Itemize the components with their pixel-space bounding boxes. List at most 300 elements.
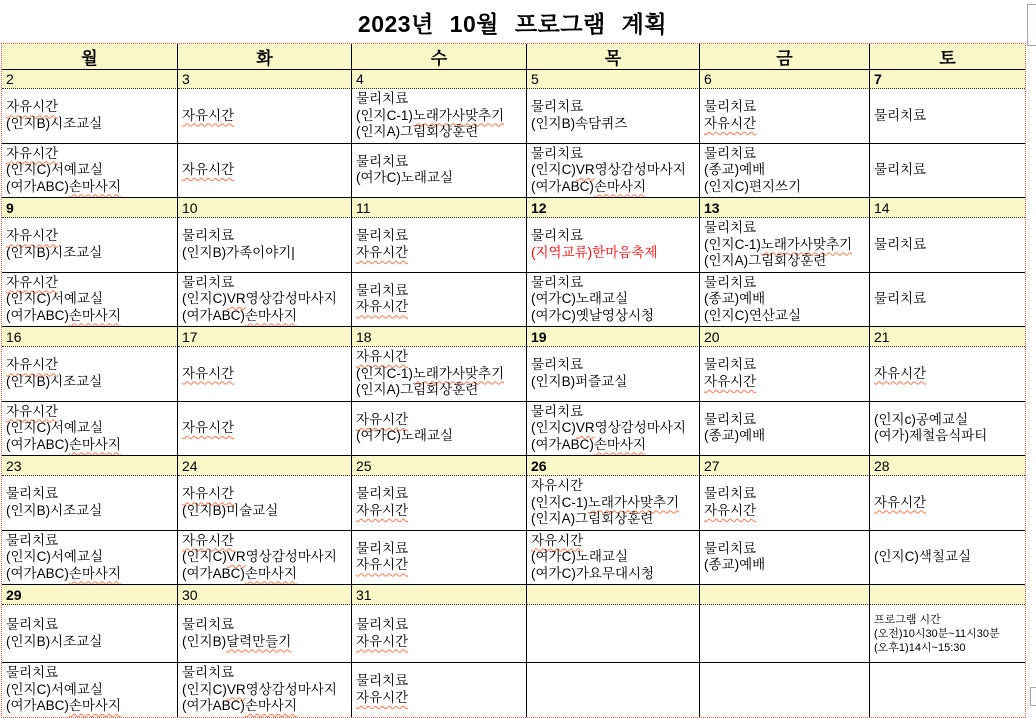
program-line <box>704 308 868 325</box>
program-line <box>531 511 698 528</box>
program-text: 물리치료 <box>356 282 409 298</box>
day-number: 16 <box>2 327 178 347</box>
day-number: 13 <box>700 198 870 218</box>
program-cell <box>178 402 352 457</box>
program-line <box>704 541 868 558</box>
program-text: 손마사지 <box>68 565 122 581</box>
program-text: 물리치료 <box>356 228 409 244</box>
program-line <box>531 437 698 454</box>
program-text: 물리치료 <box>704 357 757 373</box>
program-line <box>874 627 1024 641</box>
program-line <box>6 665 176 682</box>
program-line <box>531 146 698 163</box>
program-text: (인지C) <box>182 291 227 306</box>
program-cell <box>700 144 870 199</box>
program-line <box>356 349 525 366</box>
program-line <box>6 404 176 421</box>
program-text: (인지C)색칠교실 <box>874 549 971 564</box>
program-line <box>356 366 525 383</box>
program-line <box>531 533 698 550</box>
program-line <box>6 566 176 583</box>
program-cell <box>700 89 870 144</box>
program-text: (여가ABC) <box>6 565 69 581</box>
program-text: (여가ABC) <box>531 436 594 452</box>
afternoon-program-row <box>2 531 1025 586</box>
program-line <box>182 291 350 308</box>
program-cell <box>2 402 178 457</box>
program-line <box>531 374 698 391</box>
program-line <box>356 503 525 520</box>
program-line <box>356 170 525 187</box>
program-line <box>874 412 1024 429</box>
program-line <box>6 116 176 133</box>
weekday-header-row <box>2 44 1025 70</box>
program-text: 손마사지 <box>68 698 122 713</box>
day-number <box>527 585 700 605</box>
program-line <box>874 108 1024 125</box>
program-line <box>874 428 1024 445</box>
program-text: 자유시간 <box>531 532 584 548</box>
program-line <box>356 617 525 634</box>
program-text: (인지C)서예교실 <box>6 549 103 564</box>
program-text: 영상감성마사지 <box>245 291 337 306</box>
program-text: (여가)제철음식파티 <box>874 428 988 444</box>
day-number: 2 <box>2 70 178 89</box>
program-line <box>6 228 176 245</box>
day-number: 20 <box>700 327 870 347</box>
program-cell <box>527 663 700 717</box>
program-line <box>356 557 525 574</box>
program-line <box>704 486 868 503</box>
program-line <box>704 237 868 254</box>
program-line <box>704 428 868 445</box>
program-line <box>182 228 350 245</box>
program-cell <box>2 89 178 144</box>
program-text: VR <box>575 420 595 435</box>
calendar <box>1 43 1026 718</box>
date-row <box>2 456 1025 476</box>
program-text: (여가ABC) <box>6 178 69 194</box>
program-text: 영상감성마사지 <box>594 420 686 435</box>
program-cell <box>352 89 527 144</box>
program-text: 물리치료 <box>6 532 59 548</box>
program-cell <box>700 273 870 328</box>
program-line <box>182 698 350 715</box>
program-text: (여가C)가요무대시청 <box>531 565 655 581</box>
program-cell <box>2 605 178 663</box>
program-line <box>874 291 1024 308</box>
program-text: 자유시간 <box>6 99 59 115</box>
program-cell <box>870 663 1025 717</box>
window-edge-artifact-top <box>1027 4 1036 46</box>
program-text: 자유시간 <box>874 494 927 510</box>
program-text: 자유시간 <box>356 349 409 364</box>
program-text: 자유시간 <box>531 478 584 493</box>
program-text: 물리치료 <box>874 236 927 252</box>
program-text: 자유시간 <box>356 299 409 315</box>
program-line <box>182 275 350 292</box>
program-line <box>356 299 525 316</box>
program-line <box>182 533 350 550</box>
program-text: (종교)예배 <box>704 162 766 177</box>
program-text: (인지B)퍼즐교실 <box>531 373 628 389</box>
program-cell <box>527 347 700 402</box>
calendar-table <box>2 44 1025 717</box>
program-text: 물리치료 <box>704 145 757 161</box>
program-text: 물리치료 <box>874 291 927 306</box>
program-line <box>531 275 698 292</box>
program-cell <box>527 605 700 663</box>
program-text: (인지A)그림회상훈련 <box>531 511 654 526</box>
day-number: 11 <box>352 198 527 218</box>
program-text: 자유시간 <box>704 373 757 389</box>
program-text: (여가ABC) <box>182 698 245 713</box>
program-line <box>356 382 525 399</box>
program-cell <box>178 89 352 144</box>
program-line <box>531 179 698 196</box>
program-line <box>6 617 176 634</box>
program-cell <box>527 476 700 531</box>
day-header: 목 <box>527 44 700 70</box>
program-line <box>356 673 525 690</box>
program-line <box>6 374 176 391</box>
program-text: VR <box>226 549 246 564</box>
program-cell <box>870 218 1025 273</box>
program-text: 손마사지 <box>68 307 122 323</box>
program-text: 물리치료 <box>531 357 584 373</box>
program-cell <box>178 273 352 328</box>
program-line <box>704 220 868 237</box>
program-text: 자유시간 <box>182 486 235 502</box>
program-text: 노래가사맞추기 <box>760 236 853 252</box>
program-cell <box>178 605 352 663</box>
program-text: 물리치료 <box>704 274 757 290</box>
program-text: (인지C) <box>182 681 227 697</box>
program-text: 자유시간 <box>356 244 409 260</box>
afternoon-program-row <box>2 273 1025 328</box>
program-text: 손마사지 <box>68 436 122 452</box>
program-line <box>531 566 698 583</box>
program-cell <box>2 218 178 273</box>
day-number: 10 <box>178 198 352 218</box>
program-cell <box>352 605 527 663</box>
program-cell <box>2 347 178 402</box>
program-cell <box>527 89 700 144</box>
program-line <box>531 549 698 566</box>
program-line <box>182 566 350 583</box>
program-text: (종교)예배 <box>704 557 766 573</box>
program-text: VR <box>226 291 246 306</box>
program-text: 물리치료 <box>704 540 757 556</box>
program-line <box>874 495 1024 512</box>
program-cell <box>700 531 870 586</box>
program-text: 물리치료 <box>531 145 584 161</box>
program-text: 물리치료 <box>704 220 757 235</box>
program-text: 물리치료 <box>182 617 235 632</box>
program-text: (인지C) <box>531 162 576 177</box>
program-text: 자유시간 <box>182 365 235 381</box>
program-text: (인지C)서예교실 <box>6 162 103 177</box>
program-line <box>356 634 525 651</box>
program-cell <box>700 663 870 717</box>
program-line <box>874 162 1024 179</box>
program-text: (여가ABC) <box>182 307 245 323</box>
program-line <box>704 116 868 133</box>
program-line <box>531 99 698 116</box>
program-line <box>182 549 350 566</box>
program-text: 자유시간 <box>874 365 927 381</box>
program-line <box>531 404 698 421</box>
program-text: 손마사지 <box>244 307 298 323</box>
morning-program-row <box>2 218 1025 273</box>
day-number: 5 <box>527 70 700 89</box>
program-line <box>6 698 176 715</box>
program-line <box>182 308 350 325</box>
day-number: 12 <box>527 198 700 218</box>
date-row <box>2 327 1025 347</box>
program-text: (인지C) <box>531 420 576 435</box>
program-cell <box>352 144 527 199</box>
program-cell <box>178 218 352 273</box>
program-cell <box>700 402 870 457</box>
program-line <box>6 357 176 374</box>
program-cell <box>870 347 1025 402</box>
program-text: (지역교류)한마음축제 <box>531 244 658 260</box>
day-header: 토 <box>870 44 1025 70</box>
program-text: 달력만들기 <box>226 633 292 649</box>
day-number: 14 <box>870 198 1025 218</box>
program-text: (종교)예배 <box>704 428 766 444</box>
program-text: 영상감성마사지 <box>245 681 337 697</box>
program-text: (인지B)가족이야기| <box>182 244 295 260</box>
program-text: 자유시간 <box>182 162 235 177</box>
program-line <box>531 308 698 325</box>
program-cell <box>352 663 527 717</box>
program-text: 자유시간 <box>6 145 59 161</box>
day-header: 수 <box>352 44 527 70</box>
day-number: 29 <box>2 585 178 605</box>
program-text: (인지C-1) <box>356 365 413 381</box>
program-text: 자유시간 <box>356 633 409 649</box>
program-text: 자유시간 <box>6 403 59 419</box>
day-number <box>700 585 870 605</box>
program-text: 손마사지 <box>244 565 298 581</box>
program-text: (인지B)시조교실 <box>6 244 103 260</box>
program-text: 물리치료 <box>531 403 584 419</box>
program-cell <box>178 476 352 531</box>
program-text: 물리치료 <box>704 486 757 502</box>
day-number: 30 <box>178 585 352 605</box>
program-text: 물리치료 <box>356 617 409 632</box>
program-line <box>704 179 868 196</box>
program-text: 물리치료 <box>874 162 927 177</box>
program-line <box>6 420 176 437</box>
program-text: (여가C)옛날영상시청 <box>531 307 655 323</box>
program-cell <box>870 273 1025 328</box>
program-text: (인지C) <box>182 549 227 564</box>
program-cell <box>700 218 870 273</box>
program-text: 물리치료 <box>704 99 757 115</box>
program-line <box>704 291 868 308</box>
program-line <box>531 495 698 512</box>
program-text: 물리치료 <box>356 91 409 106</box>
program-cell <box>870 605 1025 663</box>
program-text: 자유시간 <box>356 689 409 705</box>
date-row <box>2 70 1025 89</box>
program-text: 자유시간 <box>182 107 235 123</box>
program-line <box>874 549 1024 566</box>
afternoon-program-row <box>2 663 1025 717</box>
day-number: 4 <box>352 70 527 89</box>
program-line <box>356 690 525 707</box>
date-row <box>2 198 1025 218</box>
program-cell <box>2 144 178 199</box>
program-line <box>6 486 176 503</box>
program-text: (인지A)그림회상훈련 <box>356 124 479 139</box>
day-number: 24 <box>178 456 352 476</box>
program-text: (인지B)시조교실 <box>6 633 103 649</box>
program-text: 자유시간 <box>356 411 409 427</box>
program-text: (인지C)편지쓰기 <box>704 178 801 194</box>
program-line <box>356 154 525 171</box>
day-number: 3 <box>178 70 352 89</box>
program-line <box>6 245 176 262</box>
day-number: 17 <box>178 327 352 347</box>
program-cell <box>870 476 1025 531</box>
program-text: (인지C-1) <box>356 107 413 123</box>
program-line <box>356 412 525 429</box>
program-cell <box>2 663 178 717</box>
program-line <box>6 162 176 179</box>
program-cell <box>870 144 1025 199</box>
program-text: 자유시간 <box>704 115 757 131</box>
program-line <box>6 437 176 454</box>
program-text: (종교)예배 <box>704 291 766 306</box>
program-line <box>531 228 698 245</box>
day-number: 21 <box>870 327 1025 347</box>
program-text: (인지A)그림회상훈련 <box>704 253 827 268</box>
program-text: 물리치료 <box>356 486 409 502</box>
program-text: (인지B)미술교실 <box>182 502 279 518</box>
program-line <box>874 237 1024 254</box>
program-cell <box>2 531 178 586</box>
program-text: (인지C)연산교실 <box>704 307 801 323</box>
program-text: (인지B)시조교실 <box>6 373 103 389</box>
program-text: 자유시간 <box>6 357 59 373</box>
program-line <box>182 108 350 125</box>
day-header: 화 <box>178 44 352 70</box>
program-text: 자유시간 <box>356 502 409 518</box>
program-cell <box>352 476 527 531</box>
program-text: 자유시간 <box>6 274 59 290</box>
program-text: (인지c)공예교실 <box>874 411 968 427</box>
program-text: 물리치료 <box>356 540 409 556</box>
program-text: (여가ABC) <box>6 698 69 713</box>
day-number: 18 <box>352 327 527 347</box>
program-cell <box>870 89 1025 144</box>
program-text: 영상감성마사지 <box>594 162 686 177</box>
program-text: 물리치료 <box>182 274 235 290</box>
afternoon-program-row <box>2 144 1025 199</box>
program-text: VR <box>575 162 595 177</box>
program-line <box>874 641 1024 655</box>
program-text: (인지B) <box>182 633 227 649</box>
program-cell <box>527 273 700 328</box>
program-line <box>356 541 525 558</box>
day-number: 9 <box>2 198 178 218</box>
program-line <box>531 291 698 308</box>
program-cell <box>178 663 352 717</box>
program-line <box>704 99 868 116</box>
program-text: 자유시간 <box>182 420 235 435</box>
program-line <box>356 245 525 262</box>
day-number: 19 <box>527 327 700 347</box>
program-cell <box>352 273 527 328</box>
morning-program-row <box>2 476 1025 531</box>
program-text: (여가ABC) <box>6 436 69 452</box>
program-text: 물리치료 <box>874 107 927 123</box>
program-cell <box>527 531 700 586</box>
program-line <box>356 91 525 108</box>
day-number: 28 <box>870 456 1025 476</box>
program-line <box>874 613 1024 627</box>
program-line <box>182 665 350 682</box>
program-line <box>704 253 868 270</box>
program-cell <box>870 402 1025 457</box>
program-text: (인지C)서예교실 <box>6 681 103 697</box>
program-line <box>6 308 176 325</box>
program-text: (여가C)노래교실 <box>356 428 453 444</box>
program-text: (여가C)노래교실 <box>356 170 453 186</box>
program-line <box>704 557 868 574</box>
program-text: 물리치료 <box>356 153 409 169</box>
program-line <box>182 503 350 520</box>
program-line <box>6 146 176 163</box>
program-text: 손마사지 <box>68 178 122 194</box>
program-text: (인지C)서예교실 <box>6 291 103 306</box>
program-line <box>704 357 868 374</box>
program-line <box>531 420 698 437</box>
program-line <box>704 503 868 520</box>
program-line <box>6 634 176 651</box>
program-text: (여가C)노래교실 <box>531 549 628 564</box>
program-line <box>531 245 698 262</box>
program-cell <box>178 347 352 402</box>
day-number: 7 <box>870 70 1025 89</box>
program-text: VR <box>226 681 246 697</box>
program-line <box>531 478 698 495</box>
program-text: 물리치료 <box>704 411 757 427</box>
program-text: 손마사지 <box>593 178 647 194</box>
program-cell <box>700 605 870 663</box>
program-text: 노래가사맞추기 <box>412 107 505 123</box>
program-text: (여가ABC) <box>182 565 245 581</box>
program-text: (인지A)그림회상훈련 <box>356 382 479 397</box>
morning-program-row <box>2 605 1025 663</box>
program-line <box>6 275 176 292</box>
program-cell <box>178 531 352 586</box>
day-number: 26 <box>527 456 700 476</box>
program-line <box>356 283 525 300</box>
program-line <box>6 549 176 566</box>
program-cell <box>700 347 870 402</box>
program-line <box>531 116 698 133</box>
program-line <box>356 228 525 245</box>
program-line <box>356 428 525 445</box>
program-text: (여가C)노래교실 <box>531 291 628 306</box>
program-cell <box>352 531 527 586</box>
program-text: 물리치료 <box>6 665 59 680</box>
